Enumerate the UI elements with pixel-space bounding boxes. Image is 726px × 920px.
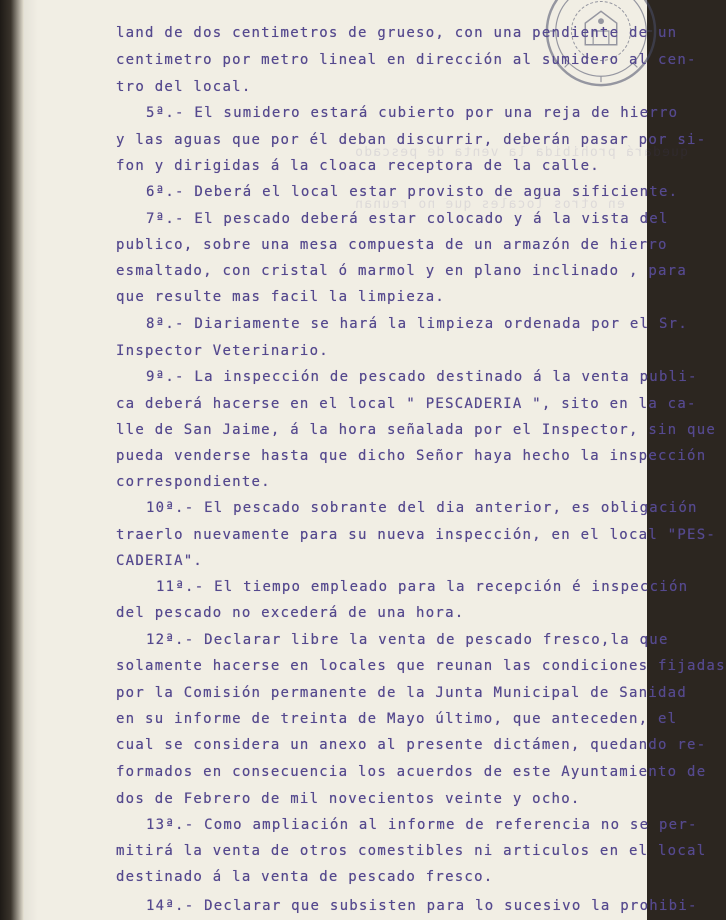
text-line-31: 13ª.- Como ampliación al informe de referencia no se per-	[146, 817, 698, 833]
text-line-10: esmaltado, con cristal ó marmol y en plano inclinado , para	[116, 263, 688, 279]
text-line-33: destinado á la venta de pescado fresco.	[116, 869, 494, 885]
text-line-14: 9ª.- La inspección de pescado destinado á la venta publi-	[146, 369, 698, 385]
text-line-15: ca deberá hacerse en el local " PESCADERIA ", sito en la ca-	[116, 396, 697, 412]
bleed-through-text: en otros locales que no reunan	[354, 197, 625, 212]
text-line-21: CADERIA".	[116, 553, 204, 569]
text-line-7: 6ª.- Deberá el local estar provisto de agua sificiente.	[146, 184, 679, 200]
text-line-4: 5ª.- El sumidero estará cubierto por una reja de hierro	[146, 105, 679, 121]
document-body	[24, 0, 726, 920]
text-line-1: land de dos centimetros de grueso, con una pendiente de un	[116, 25, 678, 41]
text-line-2: centimetro por metro lineal en dirección al sumidero al cen-	[116, 52, 697, 68]
text-line-6: fon y dirigidas á la cloaca receptora de la calle.	[116, 158, 600, 174]
text-line-5: y las aguas que por él deban discurrir, deberán pasar por si-	[116, 132, 707, 148]
text-line-18: correspondiente.	[116, 474, 271, 490]
text-line-3: tro del local.	[116, 79, 252, 95]
text-line-20: traerlo nuevamente para su nueva inspección, en el local "PES-	[116, 527, 717, 543]
text-line-9: publico, sobre una mesa compuesta de un armazón de hierro	[116, 237, 668, 253]
text-line-17: pueda venderse hasta que dicho Señor haya hecho la inspección	[116, 448, 707, 464]
text-line-13: Inspector Veterinario.	[116, 343, 329, 359]
text-line-30: dos de Febrero de mil novecientos veinte y ocho.	[116, 791, 581, 807]
text-line-11: que resulte mas facil la limpieza.	[116, 289, 446, 305]
text-line-16: lle de San Jaime, á la hora señalada por el Inspector, sin que	[116, 422, 717, 438]
text-line-8: 7ª.- El pescado deberá estar colocado y á la vista del	[146, 211, 669, 227]
text-line-26: por la Comisión permanente de la Junta Municipal de Sanidad	[116, 685, 688, 701]
text-line-23: del pescado no excederá de una hora.	[116, 605, 465, 621]
binding-edge	[0, 0, 24, 920]
bleed-through-text: quedará prohibida la venta de pescado	[354, 145, 688, 160]
text-line-25: solamente hacerse en locales que reunan las condiciones fijadas	[116, 658, 726, 674]
text-line-29: formados en consecuencia los acuerdos de este Ayuntamiento de	[116, 764, 707, 780]
text-line-12: 8ª.- Diariamente se hará la limpieza ordenada por el Sr.	[146, 316, 689, 332]
document-page	[24, 0, 726, 920]
text-line-28: cual se considera un anexo al presente dictámen, quedando re-	[116, 737, 707, 753]
text-line-22: 11ª.- El tiempo empleado para la recepción é inspección	[156, 579, 689, 595]
text-line-19: 10ª.- El pescado sobrante del dia anterior, es obligación	[146, 500, 698, 516]
text-line-24: 12ª.- Declarar libre la venta de pescado fresco,la que	[146, 632, 669, 648]
text-line-27: en su informe de treinta de Mayo último, que anteceden, el	[116, 711, 678, 727]
text-line-34: 14ª.- Declarar que subsisten para lo sucesivo la prohibi-	[146, 898, 698, 914]
text-line-32: mitirá la venta de otros comestibles ni articulos en el local	[116, 843, 707, 859]
